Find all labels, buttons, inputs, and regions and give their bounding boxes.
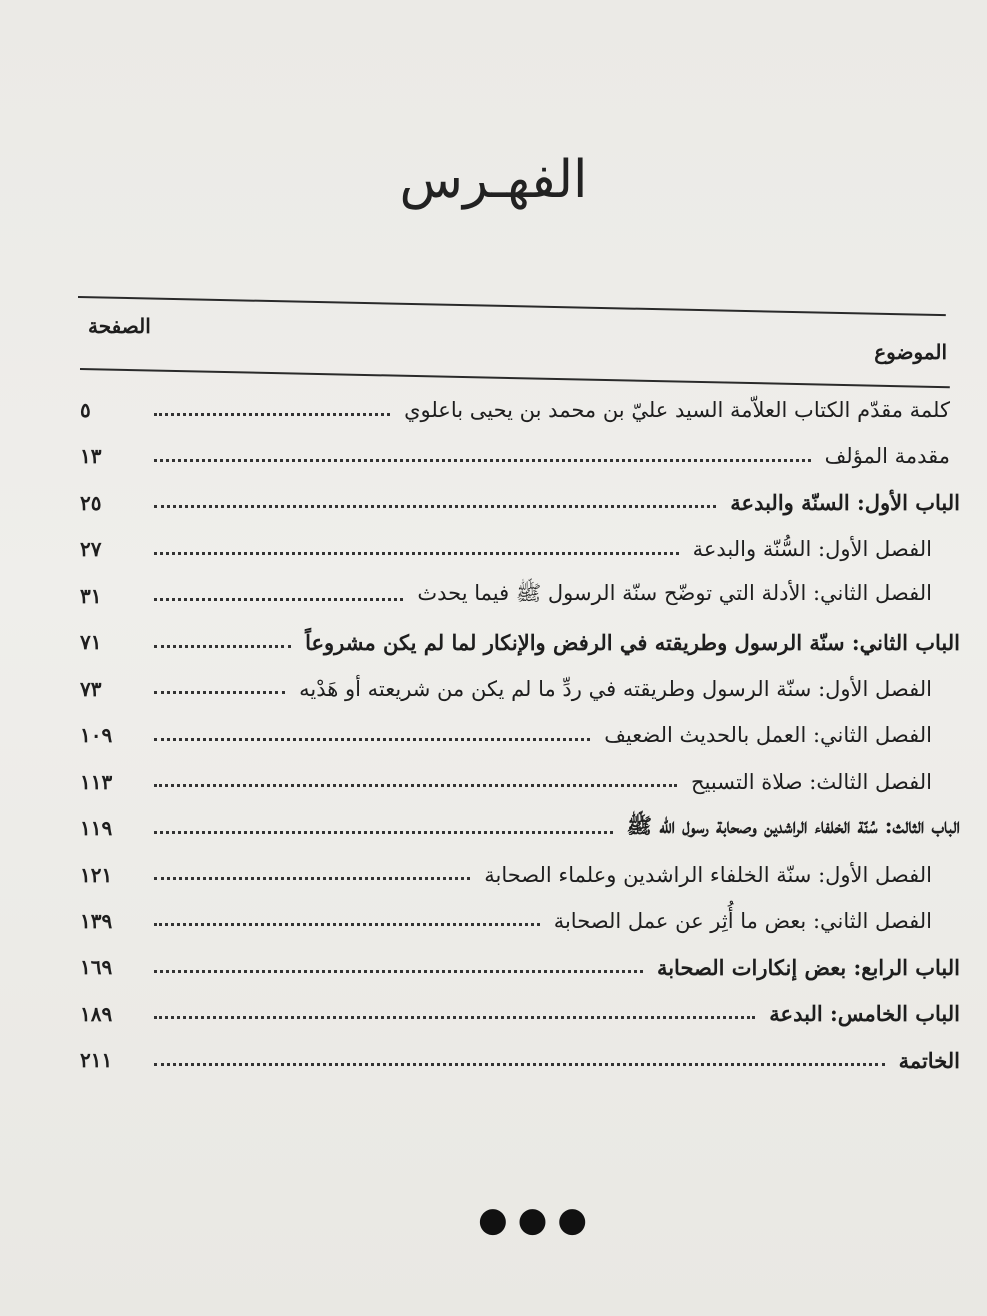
leader-dots [154,915,540,926]
leader-dots [154,405,390,416]
toc-entry-title: الفصل الأول: سنّة الخلفاء الراشدين وعلماء الصحابة [484,862,932,887]
toc-entry-title: الباب الثالث: سُنّة الخلفاء الراشدين وصحابة رسول الله ﷺ [626,812,960,838]
toc-page-number: ١١٣ [80,769,113,794]
header-top-rule [78,296,946,316]
leader-dots [154,823,613,834]
end-ornament: ●●● [478,1200,598,1240]
toc-entry-title: الباب الثاني: سنّة الرسول وطريقته في الرفض والإنكار لما لم يكن مشروعاً [305,629,960,655]
toc-row [80,994,960,1034]
toc-entry-title: الفصل الأول: سنّة الرسول وطريقته في ردِّ ما لم يكن من شريعته أو هَدْيه [299,676,932,701]
toc-page-number: ٧٣ [80,676,102,701]
column-header-page: الصفحة [88,314,151,338]
toc-page-number: ١٨٩ [80,1001,113,1026]
toc-row [80,529,960,569]
toc-row [80,576,960,616]
toc-row [80,947,960,987]
toc-entry-title: الفصل الثاني: الأدلة التي توضّح سنّة الرسول ﷺ فيما يحدث [417,581,932,606]
leader-dots [154,590,403,601]
leader-dots [154,869,470,880]
toc-page-number: ٣١ [80,583,102,608]
page-title: الفهـرس [399,150,588,210]
toc-entry-title: الفصل الثاني: العمل بالحديث الضعيف [604,723,932,748]
toc-row [80,762,960,802]
leader-dots [154,962,643,973]
toc-page-number: ٥ [80,398,91,422]
leader-dots [154,497,716,508]
toc-entry-title: الخاتمة [898,1047,960,1073]
toc-row [80,436,960,476]
toc-entry-title: الفصل الثاني: بعض ما أُثِر عن عمل الصحابة [553,908,932,933]
leader-dots [154,730,590,741]
toc-entry-title: الفصل الأول: السُّنّة والبدعة [692,537,932,562]
leader-dots [154,544,679,555]
toc-row [80,390,960,430]
toc-entry-title: الباب الرابع: بعض إنكارات الصحابة [656,954,960,980]
toc-row [80,901,960,941]
toc-entry-title: الباب الأول: السنّة والبدعة [730,490,960,516]
toc-page-number: ١٣٩ [80,908,113,933]
header-bottom-rule [80,368,950,388]
toc-page-number: ١٦٩ [80,955,113,980]
column-header-topic: الموضوع [874,340,947,364]
toc-entry-title: الفصل الثالث: صلاة التسبيح [691,769,932,794]
leader-dots [154,1008,755,1019]
toc-row [80,808,960,848]
toc-page-number: ٧١ [80,630,102,655]
leader-dots [154,451,811,462]
toc-page-number: ٢٥ [80,490,102,515]
leader-dots [154,776,677,787]
leader-dots [154,1055,885,1066]
toc-page-number: ١٣ [80,444,102,469]
toc-page-number: ١١٩ [80,816,113,841]
toc-row [80,855,960,895]
toc-row [80,1040,960,1080]
toc-row [80,483,960,523]
leader-dots [154,683,285,694]
toc-page-number: ١٠٩ [80,723,113,748]
toc-row [80,622,960,662]
toc-entry-title: مقدمة المؤلف [824,444,950,469]
toc-page-number: ٢٧ [80,537,102,562]
toc-entry-title: كلمة مقدّم الكتاب العلاّمة السيد عليّ بن محمد بن يحيى باعلوي [404,398,950,422]
toc-page-number: ٢١١ [80,1048,113,1073]
toc-row [80,715,960,755]
leader-dots [154,637,291,648]
toc-page-number: ١٢١ [80,862,113,887]
toc-row [80,669,960,709]
toc-entry-title: الباب الخامس: البدعة [769,1001,960,1027]
